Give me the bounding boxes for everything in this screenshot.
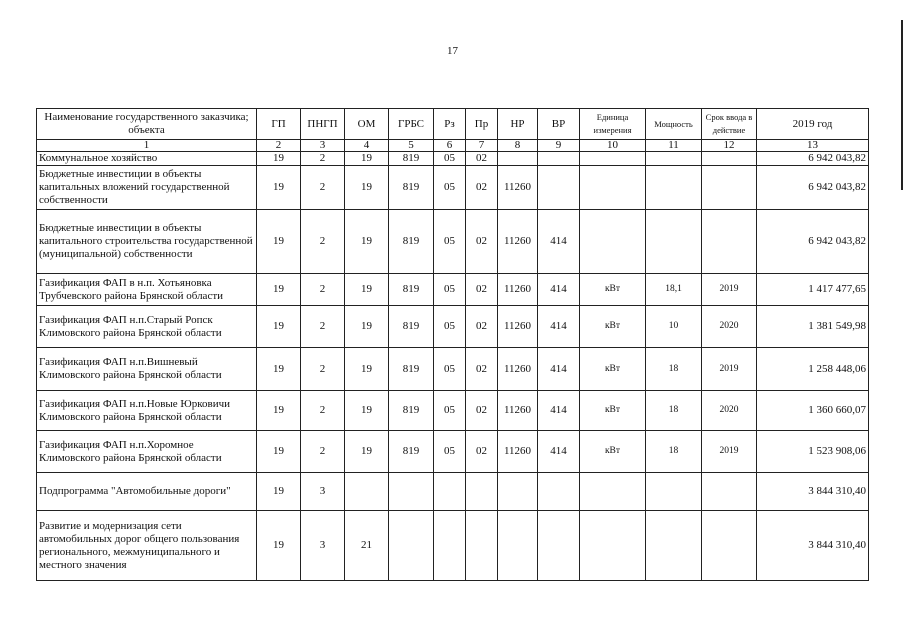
cell-vr <box>538 511 580 581</box>
cell-power: 18 <box>646 391 702 431</box>
header-cell-om: ОМ <box>345 109 389 140</box>
cell-unit: кВт <box>580 431 646 473</box>
cell-gp: 19 <box>257 306 301 348</box>
page-number: 17 <box>447 45 458 57</box>
cell-pngp: 2 <box>301 166 345 210</box>
cell-pr: 02 <box>466 166 498 210</box>
column-number: 7 <box>466 140 498 152</box>
cell-nr: 11260 <box>498 210 538 274</box>
cell-unit <box>580 166 646 210</box>
cell-rz: 05 <box>434 166 466 210</box>
cell-gp: 19 <box>257 473 301 511</box>
cell-unit: кВт <box>580 348 646 391</box>
cell-rz <box>434 511 466 581</box>
cell-pr: 02 <box>466 431 498 473</box>
cell-term: 2020 <box>702 306 757 348</box>
cell-pngp: 3 <box>301 473 345 511</box>
header-cell-grbs: ГРБС <box>389 109 434 140</box>
table-row <box>37 210 869 274</box>
cell-nr <box>498 473 538 511</box>
table-row <box>37 306 869 348</box>
cell-gp: 19 <box>257 431 301 473</box>
cell-grbs <box>389 473 434 511</box>
cell-nr: 11260 <box>498 391 538 431</box>
cell-gp: 19 <box>257 391 301 431</box>
cell-pr: 02 <box>466 391 498 431</box>
cell-name: Газификация ФАП н.п.Хоромное Климовского района Брянской области <box>37 431 257 473</box>
column-number: 3 <box>301 140 345 152</box>
cell-grbs: 819 <box>389 348 434 391</box>
cell-om: 21 <box>345 511 389 581</box>
cell-om: 19 <box>345 306 389 348</box>
cell-power <box>646 210 702 274</box>
cell-amount: 6 942 043,82 <box>757 152 869 166</box>
cell-pngp: 2 <box>301 391 345 431</box>
cell-gp: 19 <box>257 511 301 581</box>
cell-vr <box>538 166 580 210</box>
cell-amount: 1 258 448,06 <box>757 348 869 391</box>
cell-nr: 11260 <box>498 306 538 348</box>
header-cell-pr: Пр <box>466 109 498 140</box>
cell-unit <box>580 152 646 166</box>
cell-vr <box>538 473 580 511</box>
cell-term <box>702 511 757 581</box>
cell-pngp: 2 <box>301 274 345 306</box>
header-cell-power: Мощность <box>646 109 702 140</box>
column-number: 10 <box>580 140 646 152</box>
cell-term <box>702 210 757 274</box>
cell-rz: 05 <box>434 152 466 166</box>
cell-vr: 414 <box>538 274 580 306</box>
cell-amount: 6 942 043,82 <box>757 210 869 274</box>
header-cell-gp: ГП <box>257 109 301 140</box>
cell-grbs: 819 <box>389 274 434 306</box>
cell-om: 19 <box>345 166 389 210</box>
cell-unit <box>580 473 646 511</box>
cell-term <box>702 166 757 210</box>
cell-pngp: 2 <box>301 348 345 391</box>
cell-power <box>646 473 702 511</box>
cell-pngp: 2 <box>301 210 345 274</box>
cell-rz: 05 <box>434 274 466 306</box>
cell-amount: 3 844 310,40 <box>757 511 869 581</box>
cell-amount: 1 417 477,65 <box>757 274 869 306</box>
column-number: 9 <box>538 140 580 152</box>
cell-amount: 3 844 310,40 <box>757 473 869 511</box>
header-cell-unit: Единица измерения <box>580 109 646 140</box>
table-body <box>37 109 869 581</box>
column-number: 1 <box>37 140 257 152</box>
cell-pr <box>466 511 498 581</box>
cell-name: Подпрограмма "Автомобильные дороги" <box>37 473 257 511</box>
cell-grbs: 819 <box>389 210 434 274</box>
cell-om: 19 <box>345 274 389 306</box>
cell-rz: 05 <box>434 348 466 391</box>
cell-power <box>646 152 702 166</box>
table-row <box>37 152 869 166</box>
cell-gp: 19 <box>257 348 301 391</box>
cell-pr <box>466 473 498 511</box>
cell-nr: 11260 <box>498 166 538 210</box>
cell-amount: 1 360 660,07 <box>757 391 869 431</box>
cell-amount: 1 381 549,98 <box>757 306 869 348</box>
cell-om: 19 <box>345 348 389 391</box>
cell-nr <box>498 152 538 166</box>
header-cell-pngp: ПНГП <box>301 109 345 140</box>
table-row <box>37 473 869 511</box>
header-cell-term: Срок ввода в действие <box>702 109 757 140</box>
cell-name: Коммунальное хозяйство <box>37 152 257 166</box>
column-number: 2 <box>257 140 301 152</box>
cell-pngp: 2 <box>301 306 345 348</box>
cell-grbs: 819 <box>389 306 434 348</box>
cell-gp: 19 <box>257 210 301 274</box>
cell-power: 10 <box>646 306 702 348</box>
cell-rz: 05 <box>434 431 466 473</box>
cell-om: 19 <box>345 152 389 166</box>
cell-power: 18,1 <box>646 274 702 306</box>
cell-vr: 414 <box>538 348 580 391</box>
cell-term: 2019 <box>702 348 757 391</box>
cell-pr: 02 <box>466 210 498 274</box>
cell-pr: 02 <box>466 306 498 348</box>
cell-unit <box>580 511 646 581</box>
cell-om: 19 <box>345 391 389 431</box>
table-row <box>37 431 869 473</box>
table-row <box>37 166 869 210</box>
cell-gp: 19 <box>257 274 301 306</box>
cell-name: Бюджетные инвестиции в объекты капитального строительства государственной (муниципальной) собственности <box>37 210 257 274</box>
cell-om: 19 <box>345 431 389 473</box>
table-row <box>37 391 869 431</box>
cell-name: Газификация ФАП н.п.Старый Ропск Климовского района Брянской области <box>37 306 257 348</box>
cell-nr: 11260 <box>498 431 538 473</box>
cell-term: 2019 <box>702 431 757 473</box>
cell-power: 18 <box>646 348 702 391</box>
cell-om: 19 <box>345 210 389 274</box>
header-cell-rz: Рз <box>434 109 466 140</box>
cell-pr: 02 <box>466 274 498 306</box>
cell-power <box>646 166 702 210</box>
cell-nr: 11260 <box>498 348 538 391</box>
cell-vr: 414 <box>538 391 580 431</box>
table-row <box>37 274 869 306</box>
cell-term: 2019 <box>702 274 757 306</box>
column-number-row <box>37 140 869 152</box>
cell-rz <box>434 473 466 511</box>
cell-unit: кВт <box>580 274 646 306</box>
cell-gp: 19 <box>257 166 301 210</box>
cell-pngp: 2 <box>301 152 345 166</box>
header-cell-name: Наименование государственного заказчика; объекта <box>37 109 257 140</box>
cell-rz: 05 <box>434 210 466 274</box>
header-cell-vr: ВР <box>538 109 580 140</box>
header-cell-nr: НР <box>498 109 538 140</box>
cell-name: Газификация ФАП н.п.Вишневый Климовского района Брянской области <box>37 348 257 391</box>
column-number: 13 <box>757 140 869 152</box>
cell-term <box>702 152 757 166</box>
cell-unit: кВт <box>580 391 646 431</box>
column-number: 6 <box>434 140 466 152</box>
cell-pr: 02 <box>466 152 498 166</box>
cell-power <box>646 511 702 581</box>
cell-amount: 1 523 908,06 <box>757 431 869 473</box>
cell-grbs <box>389 511 434 581</box>
column-number: 11 <box>646 140 702 152</box>
cell-grbs: 819 <box>389 152 434 166</box>
cell-nr: 11260 <box>498 274 538 306</box>
page-edge-mark <box>901 20 903 190</box>
cell-grbs: 819 <box>389 431 434 473</box>
cell-nr <box>498 511 538 581</box>
cell-amount: 6 942 043,82 <box>757 166 869 210</box>
budget-table <box>36 108 869 581</box>
column-number: 5 <box>389 140 434 152</box>
cell-unit: кВт <box>580 306 646 348</box>
column-number: 4 <box>345 140 389 152</box>
cell-term: 2020 <box>702 391 757 431</box>
cell-rz: 05 <box>434 391 466 431</box>
cell-gp: 19 <box>257 152 301 166</box>
cell-vr: 414 <box>538 306 580 348</box>
cell-name: Бюджетные инвестиции в объекты капитальных вложений государственной собственности <box>37 166 257 210</box>
cell-name: Газификация ФАП н.п.Новые Юрковичи Климовского района Брянской области <box>37 391 257 431</box>
cell-name: Развитие и модернизация сети автомобильных дорог общего пользования регионального, межмуниципального и местного значения <box>37 511 257 581</box>
cell-vr <box>538 152 580 166</box>
table-row <box>37 511 869 581</box>
cell-pr: 02 <box>466 348 498 391</box>
header-cell-year: 2019 год <box>757 109 869 140</box>
column-number: 8 <box>498 140 538 152</box>
cell-grbs: 819 <box>389 166 434 210</box>
cell-power: 18 <box>646 431 702 473</box>
cell-unit <box>580 210 646 274</box>
column-number: 12 <box>702 140 757 152</box>
cell-name: Газификация ФАП в н.п. Хотьяновка Трубчевского района Брянской области <box>37 274 257 306</box>
cell-rz: 05 <box>434 306 466 348</box>
cell-term <box>702 473 757 511</box>
header-row <box>37 109 869 140</box>
cell-pngp: 3 <box>301 511 345 581</box>
cell-vr: 414 <box>538 431 580 473</box>
cell-grbs: 819 <box>389 391 434 431</box>
cell-om <box>345 473 389 511</box>
cell-vr: 414 <box>538 210 580 274</box>
cell-pngp: 2 <box>301 431 345 473</box>
table-row <box>37 348 869 391</box>
